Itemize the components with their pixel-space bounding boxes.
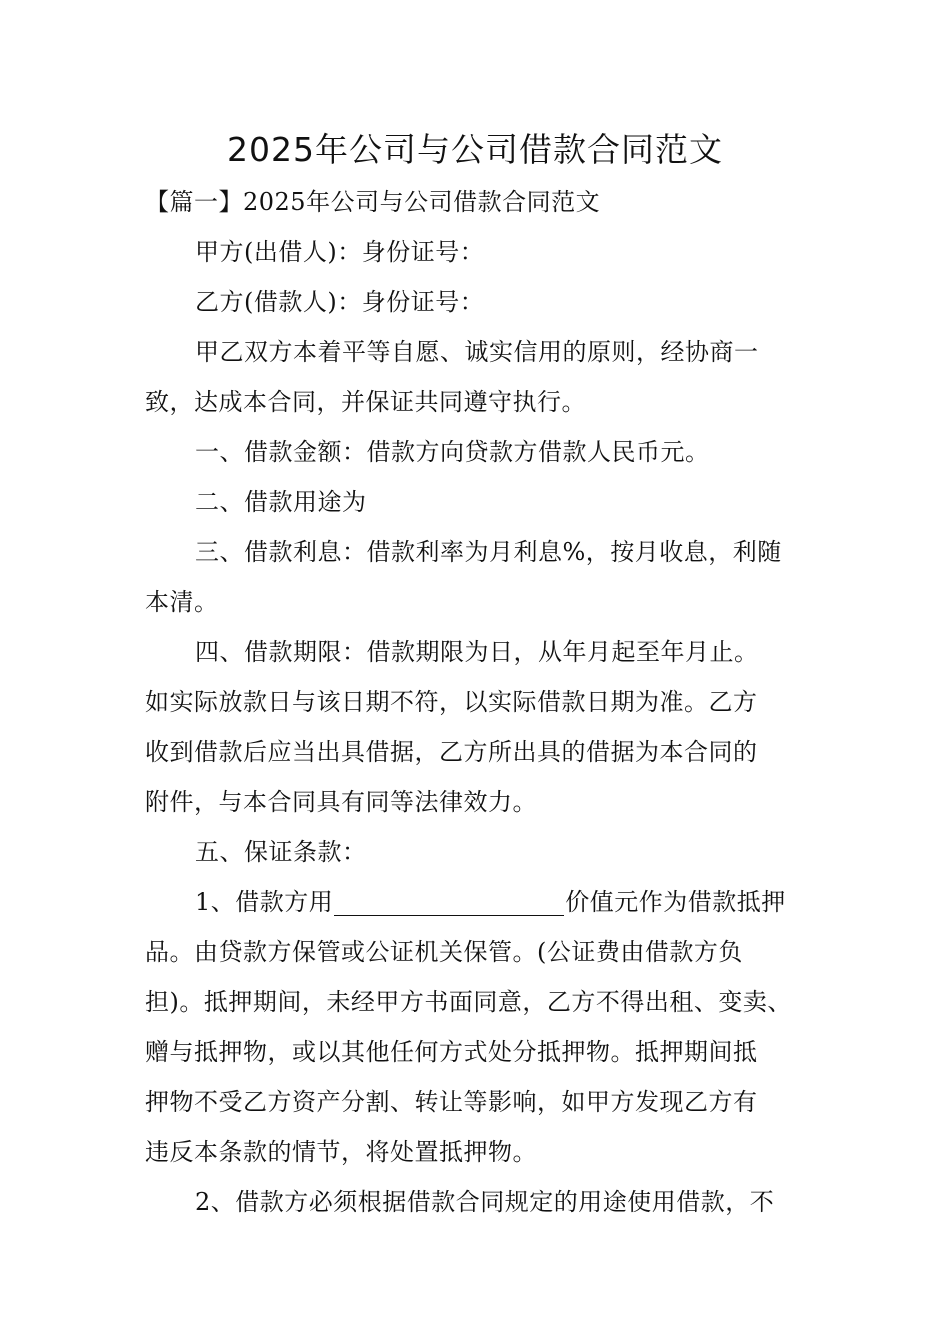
document-title: 2025年公司与公司借款合同范文 [227, 130, 723, 169]
paragraph-line: 甲乙双方本着平等自愿、诚实信用的原则，经协商一 [195, 338, 759, 366]
clause-term: 四、借款期限：借款期限为日，从年月起至年月止。 [195, 638, 759, 666]
paragraph-line: 赠与抵押物，或以其他任何方式处分抵押物。抵押期间抵 [145, 1038, 758, 1066]
paragraph-line: 本清。 [145, 588, 219, 616]
section-heading: 【篇一】2025年公司与公司借款合同范文 [145, 188, 601, 216]
clause-amount: 一、借款金额：借款方向贷款方借款人民币元。 [195, 438, 710, 466]
party-a-line: 甲方(出借人)：身份证号： [195, 238, 485, 266]
clause-purpose: 二、借款用途为 [195, 488, 367, 516]
paragraph-line: 附件，与本合同具有同等法律效力。 [145, 788, 537, 816]
party-b-line: 乙方(借款人)：身份证号： [195, 288, 485, 316]
paragraph-line: 品。由贷款方保管或公证机关保管。(公证费由借款方负 [145, 938, 743, 966]
guarantee-item-2: 2、借款方必须根据借款合同规定的用途使用借款，不 [195, 1188, 775, 1216]
paragraph-line: 押物不受乙方资产分割、转让等影响，如甲方发现乙方有 [145, 1088, 758, 1116]
paragraph-line: 担)。抵押期间，未经甲方书面同意，乙方不得出租、变卖、 [145, 988, 792, 1016]
clause-guarantee: 五、保证条款： [195, 838, 367, 866]
paragraph-line: 如实际放款日与该日期不符，以实际借款日期为准。乙方 [145, 688, 758, 716]
clause-interest: 三、借款利息：借款利率为月利息%，按月收息，利随 [195, 538, 782, 566]
paragraph-line: 致，达成本合同，并保证共同遵守执行。 [145, 388, 586, 416]
guarantee-item-1-start: 1、借款方用 [195, 888, 334, 916]
fill-in-blank [334, 891, 564, 916]
paragraph-line: 收到借款后应当出具借据，乙方所出具的借据为本合同的 [145, 738, 758, 766]
paragraph-line: 违反本条款的情节，将处置抵押物。 [145, 1138, 537, 1166]
guarantee-item-1-end: 价值元作为借款抵押 [565, 888, 786, 916]
guarantee-item-1 [195, 885, 786, 919]
